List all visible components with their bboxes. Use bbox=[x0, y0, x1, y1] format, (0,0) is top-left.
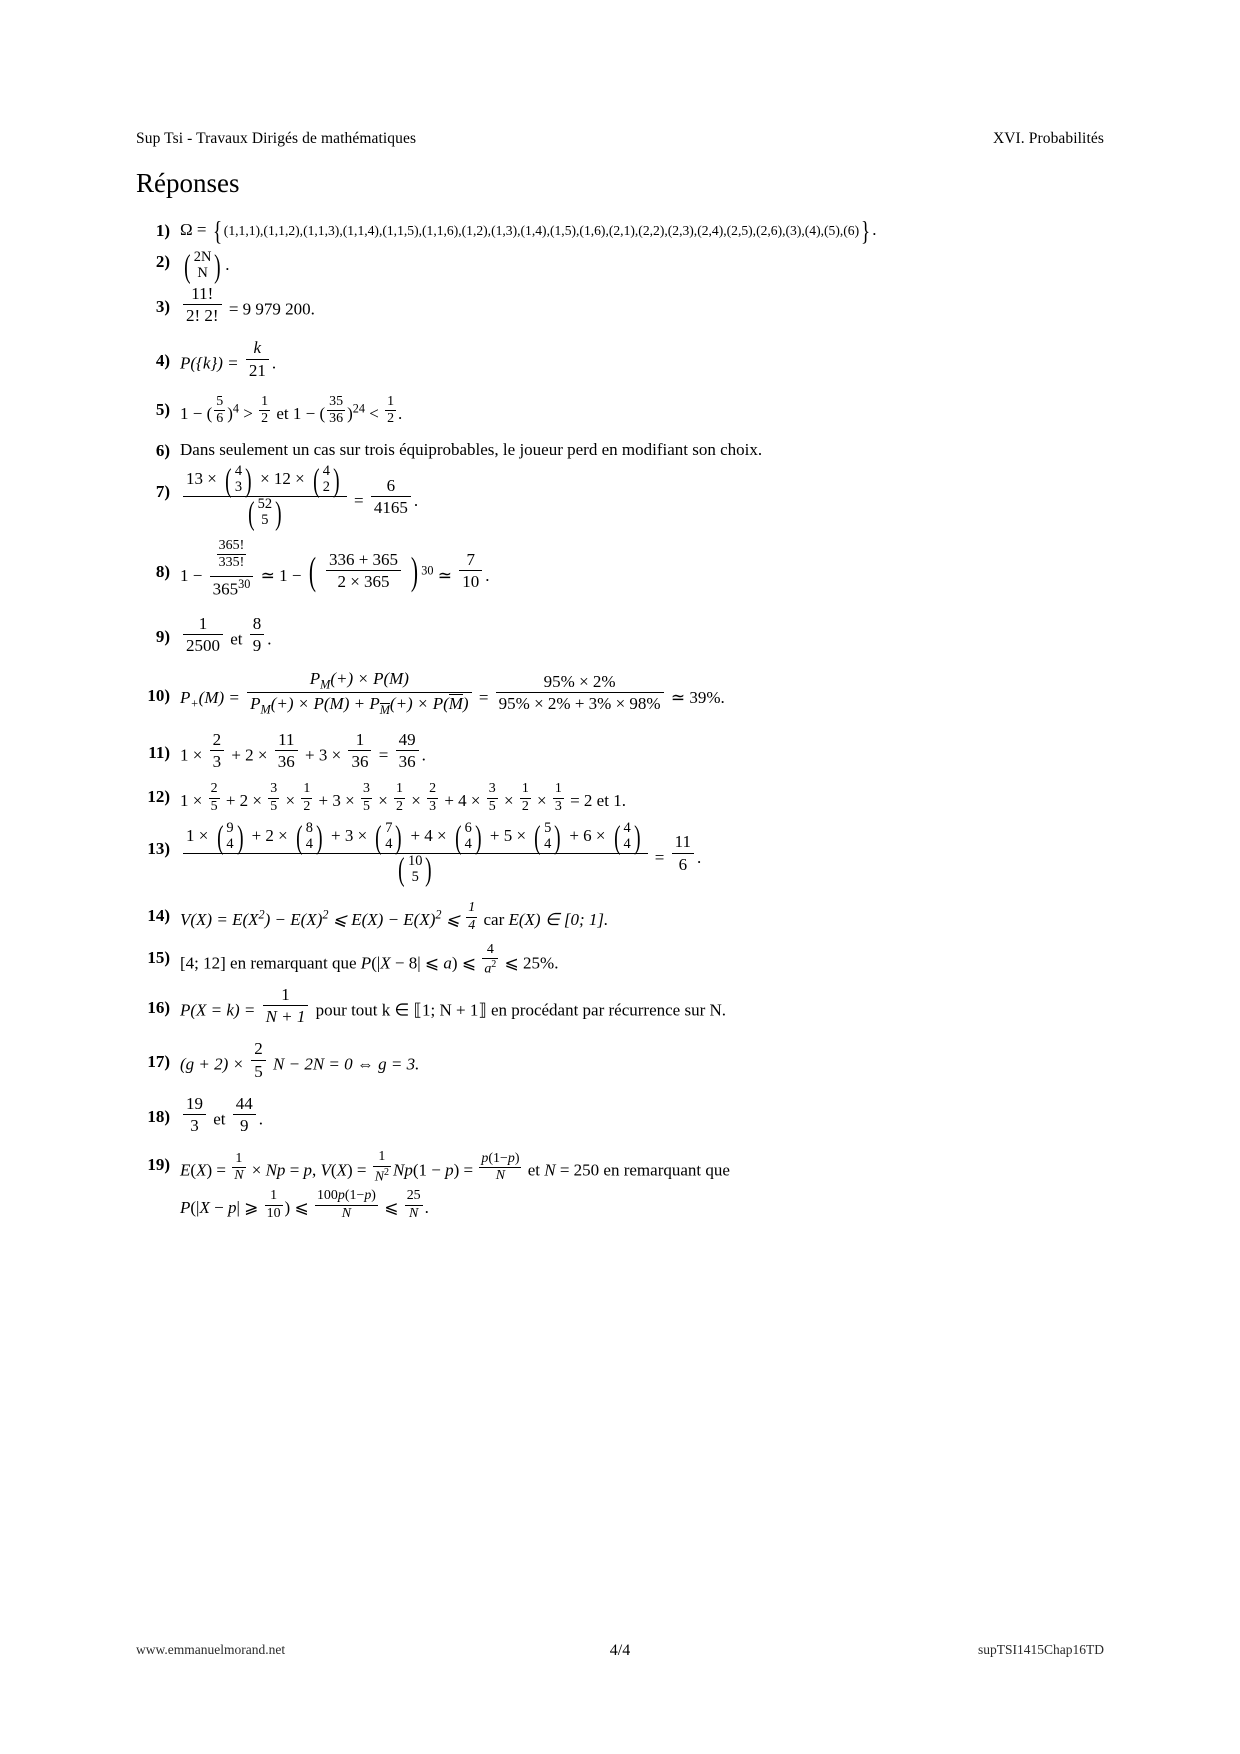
answer-body bbox=[180, 461, 1104, 535]
fraction-numerator: $P_M(+) \times P(M)$ bbox=[247, 668, 471, 694]
binom-top: 2N bbox=[193, 248, 212, 265]
binom-bottom: N bbox=[197, 264, 208, 281]
period: . bbox=[225, 254, 230, 274]
fraction-1 bbox=[183, 613, 223, 657]
answer-body bbox=[180, 249, 1104, 282]
result-fraction bbox=[371, 475, 411, 519]
probability-expression: P({k}) = bbox=[180, 353, 239, 373]
answer-item-5 bbox=[136, 393, 1104, 432]
fraction-denominator: $365^{30}$ bbox=[212, 577, 251, 599]
fraction-denominator: 4165 bbox=[373, 497, 408, 517]
period: . bbox=[258, 1109, 264, 1129]
answer-body bbox=[180, 668, 1104, 724]
footer-website: www.emmanuelmorand.net bbox=[136, 1642, 286, 1657]
answer-body bbox=[180, 818, 1104, 892]
fraction-numerator: 1 × ( 9 4 ) + 2 × ( 8 4 ) + 3 × ( 7 4 ) + 4 × ( 6 4 ) + 5 × ( 5 4 ) + 6 × ( 4 4 ) bbox=[183, 821, 648, 854]
result-fraction bbox=[672, 831, 694, 875]
answer-item-10 bbox=[136, 668, 1104, 724]
equals-sign: = bbox=[478, 687, 489, 707]
fraction-numerator: 1 bbox=[183, 613, 223, 635]
fraction-denominator: ( 10 5 ) bbox=[398, 851, 433, 888]
answer-number: 6) bbox=[155, 441, 170, 461]
answer-item-13 bbox=[136, 818, 1104, 892]
answer-item-18 bbox=[136, 1093, 1104, 1143]
page-header bbox=[136, 130, 1104, 148]
answer-item-14 bbox=[136, 900, 1104, 938]
result-fraction bbox=[459, 549, 482, 593]
numeric-fraction bbox=[496, 671, 664, 715]
paren-open: ( bbox=[308, 550, 316, 594]
fraction bbox=[183, 283, 222, 327]
answer-item-8 bbox=[136, 537, 1104, 606]
fraction-numerator: 95% × 2% bbox=[496, 671, 664, 693]
answer-number: 17) bbox=[147, 1052, 170, 1072]
answer-number: 19) bbox=[147, 1155, 170, 1175]
power-expression-2: ( $\frac{35}{36}$ )$^{24}$ bbox=[319, 393, 365, 427]
omega-prefix: Ω = bbox=[180, 220, 211, 239]
page-footer bbox=[136, 1642, 1104, 1658]
answers-list bbox=[136, 215, 1104, 1233]
answer-item-16 bbox=[136, 984, 1104, 1034]
half-fraction-2: $\frac{1}{2}$ bbox=[387, 393, 395, 427]
answer-number: 8) bbox=[155, 561, 170, 581]
fraction bbox=[263, 984, 309, 1028]
fraction bbox=[183, 818, 648, 888]
fraction-numerator: 11! bbox=[183, 283, 222, 305]
fraction bbox=[246, 337, 269, 381]
fraction-numerator: 11 bbox=[672, 831, 694, 853]
fraction-numerator: $\frac{365!}{335!}$ bbox=[210, 542, 254, 577]
page-title: Réponses bbox=[136, 168, 240, 198]
half-fraction-1: $\frac{1}{2}$ bbox=[261, 393, 269, 427]
fraction-denominator: 9 bbox=[252, 636, 262, 656]
fraction-denominator: 10 bbox=[462, 572, 480, 592]
omega-elements: (1,1,1),(1,1,2),(1,1,3),(1,1,4),(1,1,5),(1,1,6),(1,2),(1,3),(1,4),(1,5),(1,6),(2,1),(2,2),(2,3),(2,4),(2,5),(2,6),(3),(4),(5),(6) bbox=[223, 223, 860, 238]
answer-number: 9) bbox=[155, 627, 170, 646]
fraction-denominator: 9 bbox=[240, 1116, 249, 1136]
answer-body bbox=[180, 338, 1104, 387]
answer-body bbox=[180, 283, 1104, 333]
answer-item-19 bbox=[136, 1149, 1104, 1227]
equation-rest: N − 2N = 0 ⇔ g = 3. bbox=[273, 1055, 420, 1075]
fraction-numerator: 44 bbox=[233, 1093, 256, 1115]
inner-fraction bbox=[326, 549, 401, 593]
footer-document-code: supTSI1415Chap16TD bbox=[978, 1642, 1104, 1657]
fraction-denominator: ( 52 5 ) bbox=[248, 494, 282, 531]
answer-item-11 bbox=[136, 729, 1104, 779]
fraction-denominator: 5 bbox=[254, 1061, 263, 1081]
answer-body: [4; 12] en remarquant que P(|X − 8| ⩽ a) ⩽ $\frac{4}{a^2}$ ⩽ 25%. bbox=[180, 941, 559, 977]
binomial-coefficient bbox=[182, 247, 223, 284]
fraction-numerator: 7 bbox=[459, 549, 482, 571]
answer-body bbox=[180, 984, 1104, 1034]
fraction-denominator: 95% × 2% + 3% × 98% bbox=[498, 694, 661, 714]
fraction-numerator: 2 bbox=[251, 1038, 266, 1060]
answer-item-4 bbox=[136, 338, 1104, 387]
answer-number: 7) bbox=[155, 482, 170, 502]
fraction-denominator: $P_M(+) \times P(M) + P_M(+) \times P(M)$ bbox=[250, 694, 469, 717]
brace-open: { bbox=[212, 215, 222, 246]
footer-page-number: 4/4 bbox=[609, 1642, 631, 1659]
answer-number: 13) bbox=[147, 838, 170, 858]
fraction-denominator: 6 bbox=[678, 854, 688, 874]
equation-lhs: (g + 2) × bbox=[180, 1055, 245, 1075]
fraction-denominator: 21 bbox=[248, 360, 266, 380]
result-value: ≃ 39%. bbox=[670, 687, 725, 707]
answer-item-3 bbox=[136, 283, 1104, 333]
fraction-numerator: 1 bbox=[263, 984, 309, 1006]
conjunction: et bbox=[230, 629, 243, 649]
fraction-numerator: 13 × ( 4 3 ) × 12 × ( 4 2 ) bbox=[183, 464, 347, 497]
paren-close: ) bbox=[411, 550, 419, 594]
answer-line-1: E(X) = $\frac{1}{N}$ × Np = p, V(X) = $\frac{1}{N^2}$ Np(1 − p) = $\frac{p(1-p)}{N}$ et N = 250 en remarquant que bbox=[180, 1149, 730, 1185]
answer-body: 1 − $\frac{\frac{365!}{335!}}{365^{30}}$ ≃ 1 − ( $\frac{336 + 365}{2 \times 365}$ ) $^{30}$ ≃ $\frac{7}{10}$ . bbox=[180, 537, 490, 599]
equals-sign: = bbox=[354, 491, 364, 511]
answer-body: 1 × $\frac{2}{3}$ + 2 × $\frac{11}{36}$ + 3 × $\frac{1}{36}$ = $\frac{49}{36}$ . bbox=[180, 729, 426, 772]
equation-rest: = 9 979 200. bbox=[228, 299, 315, 319]
answer-number: 3) bbox=[155, 296, 170, 316]
answer-number: 1) bbox=[155, 221, 170, 240]
answer-number: 15) bbox=[147, 947, 170, 967]
fraction-numerator: 6 bbox=[371, 475, 411, 497]
answer-line-2: P(|X − p| ⩾ $\frac{1}{10}$ ) ⩽ $\frac{100p(1-p)}{N}$ ⩽ $\frac{25}{N}$ . bbox=[180, 1188, 429, 1221]
answer-body bbox=[180, 1149, 1104, 1227]
period: . bbox=[697, 847, 702, 867]
fraction-numerator: 19 bbox=[183, 1093, 206, 1115]
answer-number: 10) bbox=[147, 685, 170, 705]
period: . bbox=[413, 491, 419, 511]
answer-item-15 bbox=[136, 941, 1104, 983]
bayes-lhs: $P_+(M)$ = bbox=[180, 687, 240, 710]
fraction-denominator: 2500 bbox=[186, 636, 220, 656]
period: . bbox=[267, 629, 272, 649]
fraction-numerator: k bbox=[246, 337, 269, 359]
bayes-fraction bbox=[247, 668, 471, 718]
answer-body bbox=[180, 614, 1104, 663]
answer-number: 18) bbox=[147, 1106, 170, 1126]
answer-item-2 bbox=[136, 249, 1104, 282]
answer-number: 14) bbox=[147, 906, 170, 926]
fraction-denominator: 2 × 365 bbox=[337, 572, 390, 592]
answer-number: 5) bbox=[155, 399, 170, 419]
conjunction: et bbox=[213, 1109, 226, 1129]
paren-close: ) bbox=[214, 247, 222, 284]
answer-item-17 bbox=[136, 1039, 1104, 1088]
answer-body: 1 × $\frac{2}{5}$ + 2 × $\frac{3}{5}$ × $\frac{1}{2}$ + 3 × $\frac{3}{5}$ × $\frac{1}{2}$ × $\frac{2}{3}$ + 4 × $\frac{3}{5}$ × $\frac{1}{2}$ × $\frac{1}{3}$ = 2 et 1. bbox=[180, 781, 626, 814]
answer-number: 11) bbox=[148, 742, 170, 762]
equals-sign: = bbox=[654, 847, 665, 867]
fraction-2 bbox=[250, 613, 265, 657]
answer-body: Ω = { (1,1,1),(1,1,2),(1,1,3),(1,1,4),(1,1,5),(1,1,6),(1,2),(1,3),(1,4),(1,5),(1,6),(2,1),(2,2),(2,3),(2,4),(2,5),(2,6),(3),(4),(5),(6)} . bbox=[180, 215, 877, 246]
brace-close: } bbox=[861, 215, 871, 246]
answer-body: Dans seulement un cas sur trois équiprobables, le joueur perd en modifiant son choix. bbox=[180, 440, 763, 460]
exponent: 30 bbox=[421, 563, 434, 578]
fraction-denominator: 3 bbox=[190, 1116, 199, 1136]
answer-item-9 bbox=[136, 614, 1104, 663]
fraction-1 bbox=[183, 1093, 206, 1137]
pmf-lhs: P(X = k) = bbox=[180, 1000, 256, 1020]
answer-item-1 bbox=[136, 215, 1104, 246]
fraction bbox=[251, 1038, 266, 1082]
fraction bbox=[183, 461, 347, 531]
answer-body bbox=[180, 1093, 1104, 1143]
answer-number: 2) bbox=[155, 251, 170, 271]
answer-item-6 bbox=[136, 438, 1104, 463]
power-expression-1: ( $\frac{5}{6}$ )$^4$ bbox=[206, 393, 240, 427]
fraction-numerator: 336 + 365 bbox=[326, 549, 401, 571]
answer-item-12 bbox=[136, 781, 1104, 819]
answer-body: 1 − ( $\frac{5}{6}$ )$^4$ > $\frac{1}{2}$ et 1 − ( $\frac{35}{36}$ )$^{24}$ < $\frac{1}{2}$ . bbox=[180, 393, 403, 427]
fraction-denominator: N + 1 bbox=[265, 1007, 306, 1027]
fraction bbox=[210, 537, 254, 600]
answer-body: $V(X) = E(X^2) - E(X)^2$ ⩽ $E(X) - E(X)^2$ ⩽ $\frac{1}{4}$ car E(X) ∈ [0; 1]. bbox=[180, 900, 609, 933]
answer-number: 16) bbox=[147, 997, 170, 1017]
period: . bbox=[271, 353, 277, 373]
answer-number: 4) bbox=[155, 351, 170, 371]
fraction-denominator: 2! 2! bbox=[186, 306, 219, 326]
answer-item-7 bbox=[136, 461, 1104, 535]
answer-body bbox=[180, 1039, 1104, 1088]
fraction-numerator: 8 bbox=[250, 613, 265, 635]
equation-rest: pour tout k ∈ ⟦1; N + 1⟧ en procédant par récurrence sur N. bbox=[315, 1000, 727, 1020]
answer-number: 12) bbox=[147, 787, 170, 807]
header-left-text: Sup Tsi - Travaux Dirigés de mathématiques bbox=[136, 130, 417, 147]
header-right-text: XVI. Probabilités bbox=[992, 130, 1104, 147]
paren-open: ( bbox=[184, 247, 191, 284]
fraction-2 bbox=[233, 1093, 256, 1137]
